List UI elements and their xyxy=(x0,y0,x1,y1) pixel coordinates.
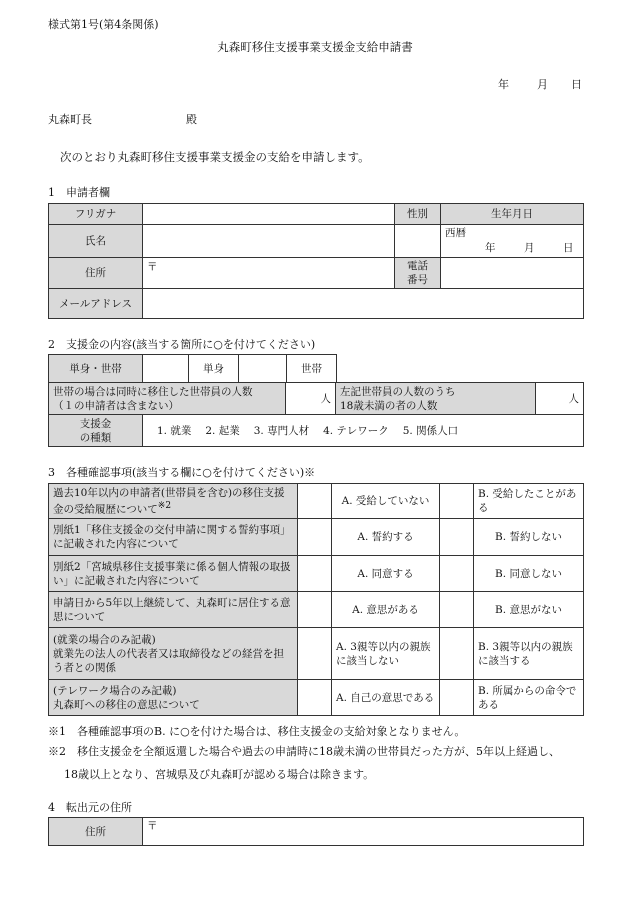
date-day: 日 xyxy=(571,78,582,91)
note-2-line1: ※2 移住支援金を全額返還した場合や過去の申請時に18歳未満の世帯員だった方が、5年以上経過し、 xyxy=(48,745,560,758)
postal-mark: 〒 xyxy=(147,261,158,273)
single-household-field[interactable] xyxy=(143,355,189,383)
single-blank[interactable] xyxy=(239,355,287,383)
intro-text: 次のとおり丸森町移住支援事業支援金の支給を申請します。 xyxy=(60,150,370,164)
era-label: 西暦 xyxy=(445,227,466,239)
confirm-option-b-2: B. 誓約しない xyxy=(474,519,584,556)
furigana-label: フリガナ xyxy=(49,204,143,225)
furigana-field[interactable] xyxy=(143,204,395,225)
household-count-field[interactable] xyxy=(286,383,336,415)
addressee-honorific: 殿 xyxy=(186,113,197,126)
previous-address-field[interactable] xyxy=(143,818,584,846)
type-startup[interactable]: 2. 起業 xyxy=(205,424,240,437)
type-specialist[interactable]: 3. 専門人材 xyxy=(253,424,310,437)
confirm-question-3: 別紙2「宮城県移住支援事業に係る個人情報の取扱い」に記載された内容について xyxy=(49,556,298,592)
birthdate-field[interactable] xyxy=(441,225,584,258)
gender-label: 性別 xyxy=(395,204,441,225)
confirmation-table xyxy=(48,483,584,716)
previous-address-label: 住所 xyxy=(49,818,143,846)
confirm-check-b-1[interactable] xyxy=(440,484,474,519)
confirm-option-a-4: A. 意思がある xyxy=(332,592,440,628)
household-type-table xyxy=(48,354,337,383)
support-type-table xyxy=(48,414,584,447)
applicant-table xyxy=(48,203,584,319)
confirm-option-a-1: A. 受給していない xyxy=(332,484,440,519)
persons-unit: 人 xyxy=(320,392,331,405)
birth-month-label: 月 xyxy=(524,242,535,254)
confirm-check-a-4[interactable] xyxy=(298,592,332,628)
note-1: ※1 各種確認事項のB. に○を付けた場合は、移住支援金の支給対象となりません。 xyxy=(48,725,466,738)
section2-heading: 2 支援金の内容(該当する箇所に○を付けてください) xyxy=(48,338,316,351)
address-field[interactable] xyxy=(143,258,395,289)
type-employment[interactable]: 1. 就業 xyxy=(157,424,192,437)
persons-unit-2: 人 xyxy=(568,392,579,405)
under18-label: 左記世帯員の人数のうち 18歳未満の者の人数 xyxy=(336,383,536,415)
confirm-check-a-1[interactable] xyxy=(298,484,332,519)
confirm-option-a-3: A. 同意する xyxy=(332,556,440,592)
confirm-option-a-5: A. 3親等以内の親族に該当しない xyxy=(332,628,440,680)
type-related-population[interactable]: 5. 関係人口 xyxy=(402,424,459,437)
note-2-line2: 18歳以上となり、宮城県及び丸森町が認める場合は除きます。 xyxy=(64,768,375,781)
single-household-label: 単身・世帯 xyxy=(49,355,143,383)
page-title: 丸森町移住支援事業支援金支給申請書 xyxy=(217,40,413,54)
confirm-check-b-5[interactable] xyxy=(440,628,474,680)
confirm-question-5: (就業の場合のみ記載) 就業先の法人の代表者又は取締役などの経営を担う者との関係 xyxy=(49,628,298,680)
phone-label: 電話 番号 xyxy=(395,258,441,289)
address-label: 住所 xyxy=(49,258,143,289)
confirm-check-a-6[interactable] xyxy=(298,680,332,716)
confirm-question-6: (テレワーク場合のみ記載) 丸森町への移住の意思について xyxy=(49,680,298,716)
confirm-check-a-3[interactable] xyxy=(298,556,332,592)
date-month: 月 xyxy=(537,78,548,91)
previous-address-table xyxy=(48,817,584,846)
confirm-option-a-2: A. 誓約する xyxy=(332,519,440,556)
confirm-option-a-6: A. 自己の意思である xyxy=(332,680,440,716)
confirm-option-b-4: B. 意思がない xyxy=(474,592,584,628)
phone-field[interactable] xyxy=(441,258,584,289)
support-type-options xyxy=(143,415,584,447)
single-option[interactable]: 単身 xyxy=(189,355,239,383)
birth-day-label: 日 xyxy=(563,242,574,254)
household-count-label: 世帯の場合は同時に移住した世帯員の人数 （１の申請者は含まない） xyxy=(49,383,286,415)
confirm-question-1: 過去10年以内の申請者(世帯員を含む)の移住支援金の受給履歴について$^{※2}$ xyxy=(49,484,298,519)
household-count-table xyxy=(48,382,584,415)
confirm-question-4: 申請日から5年以上継続して、丸森町に居住する意思について xyxy=(49,592,298,628)
confirm-check-b-2[interactable] xyxy=(440,519,474,556)
support-type-label: 支援金 の種類 xyxy=(49,415,143,447)
type-telework[interactable]: 4. テレワーク xyxy=(323,424,389,437)
confirm-option-b-6: B. 所属からの命令である xyxy=(474,680,584,716)
confirm-option-b-3: B. 同意しない xyxy=(474,556,584,592)
confirm-check-b-4[interactable] xyxy=(440,592,474,628)
section3-heading: 3 各種確認事項(該当する欄に○を付けてください)※ xyxy=(48,466,316,479)
confirm-question-2: 別紙1「移住支援金の交付申請に関する誓約事項」に記載された内容について xyxy=(49,519,298,556)
addressee-name: 丸森町長 xyxy=(48,113,92,126)
household-option[interactable]: 世帯 xyxy=(287,355,337,383)
section4-heading: 4 転出元の住所 xyxy=(48,801,132,814)
name-label: 氏名 xyxy=(49,225,143,258)
confirm-option-b-5: B. 3親等以内の親族に該当する xyxy=(474,628,584,680)
confirm-check-a-2[interactable] xyxy=(298,519,332,556)
confirm-check-b-3[interactable] xyxy=(440,556,474,592)
email-field[interactable] xyxy=(143,289,584,319)
birth-year-label: 年 xyxy=(485,242,496,254)
form-number: 様式第1号(第4条関係) xyxy=(48,18,159,31)
birthdate-label: 生年月日 xyxy=(441,204,584,225)
gender-field[interactable] xyxy=(395,225,441,258)
confirm-option-b-1: B. 受給したことがある xyxy=(474,484,584,519)
postal-mark-2: 〒 xyxy=(147,820,158,832)
date-year: 年 xyxy=(498,78,509,91)
section1-heading: 1 申請者欄 xyxy=(48,186,110,199)
under18-count-field[interactable] xyxy=(536,383,584,415)
email-label: メールアドレス xyxy=(49,289,143,319)
confirm-check-b-6[interactable] xyxy=(440,680,474,716)
name-field[interactable] xyxy=(143,225,395,258)
confirm-check-a-5[interactable] xyxy=(298,628,332,680)
